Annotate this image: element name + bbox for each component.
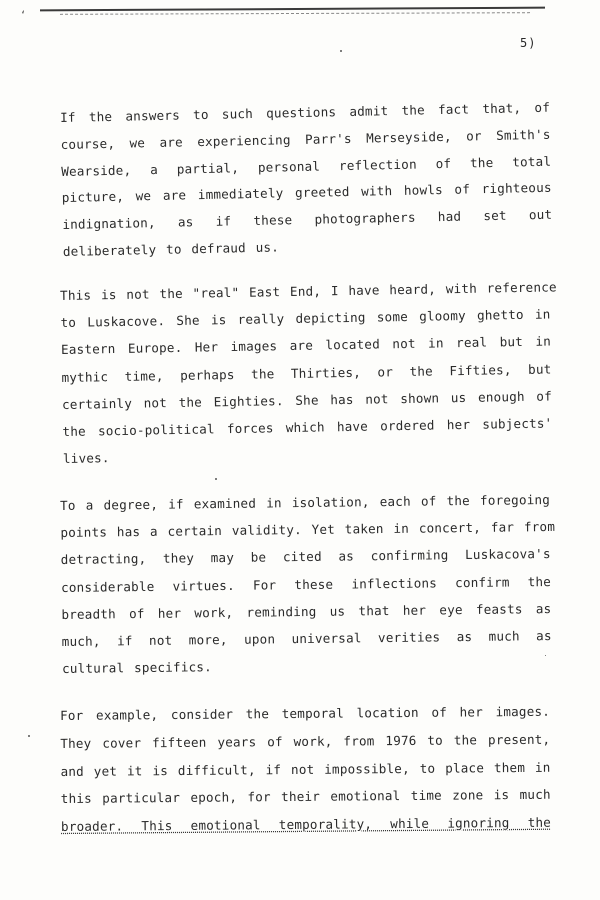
scan-speck — [28, 735, 30, 737]
paragraph-line: Eastern Europe. Her images are located not in real but in — [60, 333, 552, 358]
paragraph-line: Wearside, a partial, personal reflection of the total — [61, 153, 552, 179]
page-number: 5) — [520, 36, 537, 50]
paragraph-2 — [59, 279, 557, 480]
scan-speck — [215, 478, 217, 480]
paragraph-line: and yet it is difficult, if not impossible, to place them in — [60, 759, 551, 779]
paragraph-line: picture, we are immediately greeted with howls of righteous — [61, 180, 552, 206]
paragraph-line: cultural specifics. — [61, 659, 213, 677]
scan-speck — [545, 655, 546, 656]
paragraph-3 — [59, 492, 556, 690]
paragraph-line: detracting, they may be cited as confirming Luskacova's — [60, 546, 551, 568]
paragraph-line: points has a certain validity. Yet taken in concert, far from — [60, 519, 556, 541]
paragraph-line: course, we are experiencing Parr's Merseyside, or Smith's — [60, 126, 551, 152]
paragraph-1 — [59, 99, 553, 273]
paragraph-line: considerable virtues. For these inflections confirm the — [60, 573, 552, 595]
paragraph-line: lives. — [62, 450, 110, 467]
top-rule-secondary — [60, 12, 530, 15]
paragraph-line: the socio-political forces which have ordered her subjects' — [62, 415, 553, 439]
paragraph-line: For example, consider the temporal location of her images. — [59, 703, 551, 723]
top-rule — [40, 7, 545, 12]
paragraph-4 — [59, 703, 552, 849]
paragraph-line: indignation, as if these photographers had set out — [62, 206, 553, 233]
paragraph-line: broader. This emotional temporality, while ignoring the — [60, 814, 552, 835]
corner-mark-icon: ‘ — [20, 10, 27, 21]
paragraph-line: to Luskacove. She is really depicting some gloomy ghetto in — [60, 306, 551, 331]
paragraph-line: certainly not the Eighties. She has not shown us enough of — [61, 388, 553, 412]
paragraph-line: They cover fifteen years of work, from 1976 to the present, — [60, 731, 551, 751]
paragraph-line: this particular epoch, for their emotional time zone is much — [60, 787, 551, 807]
paragraph-line: This is not the "real" East End, I have heard, with reference — [59, 279, 557, 303]
paragraph-line: deliberately to defraud us. — [62, 239, 280, 259]
paragraph-line: much, if not more, upon universal verities as much as — [61, 627, 552, 649]
paragraph-line: To a degree, if examined in isolation, each of the foregoing — [59, 492, 551, 513]
paragraph-line: If the answers to such questions admit the fact that, of — [59, 99, 551, 125]
paragraph-line: breadth of her work, reminding us that her eye feasts as — [61, 600, 552, 622]
scan-speck — [340, 50, 342, 52]
paragraph-line: mythic time, perhaps the Thirties, or the Fifties, but — [61, 360, 552, 385]
